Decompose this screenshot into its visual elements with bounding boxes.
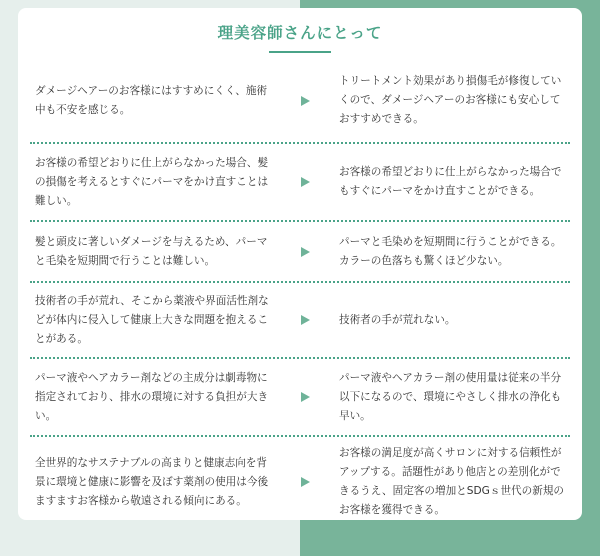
arrow-container [271,177,339,187]
before-text: お客様の希望どおりに仕上がらなかった場合、髪の損傷を考えるとすぐにパーマをかけ直すことは難しい。 [35,156,269,207]
before-text: 全世界的なサステナブルの高まりと健康志向を背景に環境と健康に影響を及ぼす薬剤の使用は今後ますますお客様から敬遠される傾向にある。 [35,456,269,507]
triangle-right-icon [301,315,310,325]
section-title: 理美容師さんにとって [217,24,383,42]
comparison-row [30,437,570,527]
comparison-row [30,59,570,144]
after-text: パーマ液やヘアカラー剤の使用量は従来の半分以下になるので、環境にやさしく排水の浄化も早い。 [339,371,562,422]
before-text: ダメージヘアーのお客様にはすすめにくく、施術中も不安を感じる。 [35,84,268,116]
comparison-row [30,359,570,437]
triangle-right-icon [301,392,310,402]
triangle-right-icon [301,177,310,187]
arrow-container [271,315,339,325]
before-text: パーマ液やヘアカラー剤などの主成分は劇毒物に指定されており、排水の環境に対する負担が大きい。 [35,371,269,422]
before-text: 技術者の手が荒れ、そこから薬液や界面活性剤などが体内に侵入して健康上大きな問題を抱えることがある。 [35,294,269,345]
comparison-row [30,283,570,359]
comparison-card [18,8,582,520]
after-text: お客様の満足度が高くサロンに対する信頼性がアップする。話題性があり他店との差別化ができるうえ、固定客の増加とSDGｓ世代の新規のお客様を獲得できる。 [339,447,565,516]
title-underline [269,51,331,53]
comparison-row [30,144,570,222]
triangle-right-icon [301,96,310,106]
triangle-right-icon [301,247,310,257]
before-text: 髪と頭皮に著しいダメージを与えるため、パーマと毛染を短期間で行うことは難しい。 [35,235,268,267]
after-text: パーマと毛染めを短期間に行うことができる。カラーの色落ちも驚くほど少ない。 [339,235,562,267]
arrow-container [271,96,339,106]
arrow-container [271,392,339,402]
triangle-right-icon [301,477,310,487]
arrow-container [271,247,339,257]
after-text: トリートメント効果があり損傷毛が修復していくので、ダメージヘアーのお客様にも安心しておすすめできる。 [339,75,562,125]
comparison-list [30,59,570,527]
after-text: 技術者の手が荒れない。 [339,313,456,326]
arrow-container [271,477,339,487]
comparison-row [30,222,570,283]
after-text: お客様の希望どおりに仕上がらなかった場合でもすぐにパーマをかけ直すことができる。 [339,166,562,197]
